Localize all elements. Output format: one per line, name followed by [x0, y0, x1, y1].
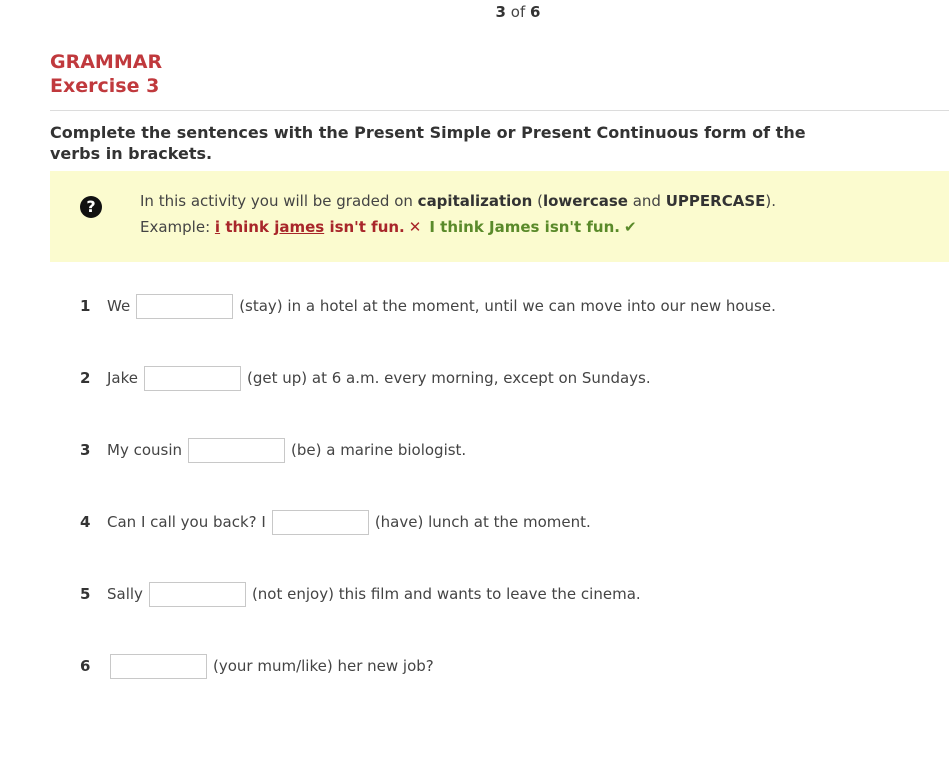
question-text-before: We: [107, 297, 131, 315]
instruction-text: Complete the sentences with the Present Simple or Present Continuous form of the verbs in brackets.: [50, 123, 806, 163]
info-text: [140, 188, 776, 240]
example-line: [140, 214, 776, 240]
grading-lowercase: lowercase: [542, 192, 628, 210]
grading-note: [140, 188, 776, 214]
page-counter: [0, 3, 949, 21]
question-number: 1: [80, 297, 91, 315]
paren-open: (: [537, 192, 543, 210]
section-title: GRAMMAR: [50, 51, 163, 73]
answer-input[interactable]: [136, 294, 233, 319]
question-text-after: (have) lunch at the moment.: [374, 513, 591, 531]
question-text-before: Sally: [107, 585, 143, 603]
total-pages: 6: [530, 3, 541, 21]
wrong-james: james: [274, 218, 325, 236]
wrong-example: [215, 218, 405, 236]
wrong-i: i: [214, 218, 221, 236]
question-item: [80, 508, 591, 536]
question-number: 2: [80, 369, 91, 387]
question-text-after: (stay) in a hotel at the moment, until we can move into our new house.: [239, 297, 776, 315]
question-number: 6: [80, 657, 91, 675]
answer-input[interactable]: [149, 582, 246, 607]
answer-input[interactable]: [144, 366, 241, 391]
question-item: [80, 580, 641, 608]
info-box: [50, 171, 949, 262]
question-item: [80, 436, 466, 464]
question-circle-icon[interactable]: ?: [80, 196, 102, 218]
wrong-think: think: [225, 218, 269, 236]
grading-capitalization: capitalization: [417, 192, 533, 210]
exercise-title: Exercise 3: [50, 75, 160, 97]
question-text-before: My cousin: [107, 441, 183, 459]
question-text-after: (get up) at 6 a.m. every morning, except on Sundays.: [247, 369, 651, 387]
grading-prefix: In this activity you will be graded on: [140, 192, 413, 210]
of-label: of: [510, 3, 526, 21]
question-item: [80, 652, 434, 680]
cross-icon: ✕: [408, 218, 422, 236]
grading-suffix: ).: [765, 192, 776, 210]
divider: [50, 110, 949, 111]
correct-example: I think James isn't fun.: [429, 218, 620, 236]
question-text-before: Jake: [107, 369, 138, 387]
question-text-before: Can I call you back? I: [107, 513, 266, 531]
answer-input[interactable]: [110, 654, 207, 679]
section-heading: [50, 50, 162, 98]
question-number: 4: [80, 513, 91, 531]
question-text-after: (not enjoy) this film and wants to leave the cinema.: [251, 585, 641, 603]
question-number: 3: [80, 441, 91, 459]
grading-uppercase: UPPERCASE: [665, 192, 766, 210]
example-label: Example:: [140, 218, 211, 236]
answer-input[interactable]: [188, 438, 285, 463]
wrong-rest: isn't fun.: [329, 218, 405, 236]
question-item: [80, 364, 651, 392]
answer-input[interactable]: [272, 510, 369, 535]
question-number: 5: [80, 585, 91, 603]
grading-and: and: [632, 192, 661, 210]
question-text-after: (your mum/like) her new job?: [213, 657, 434, 675]
question-item: [80, 292, 776, 320]
current-page: 3: [495, 3, 506, 21]
check-icon: ✔: [624, 218, 637, 236]
question-text-after: (be) a marine biologist.: [291, 441, 467, 459]
